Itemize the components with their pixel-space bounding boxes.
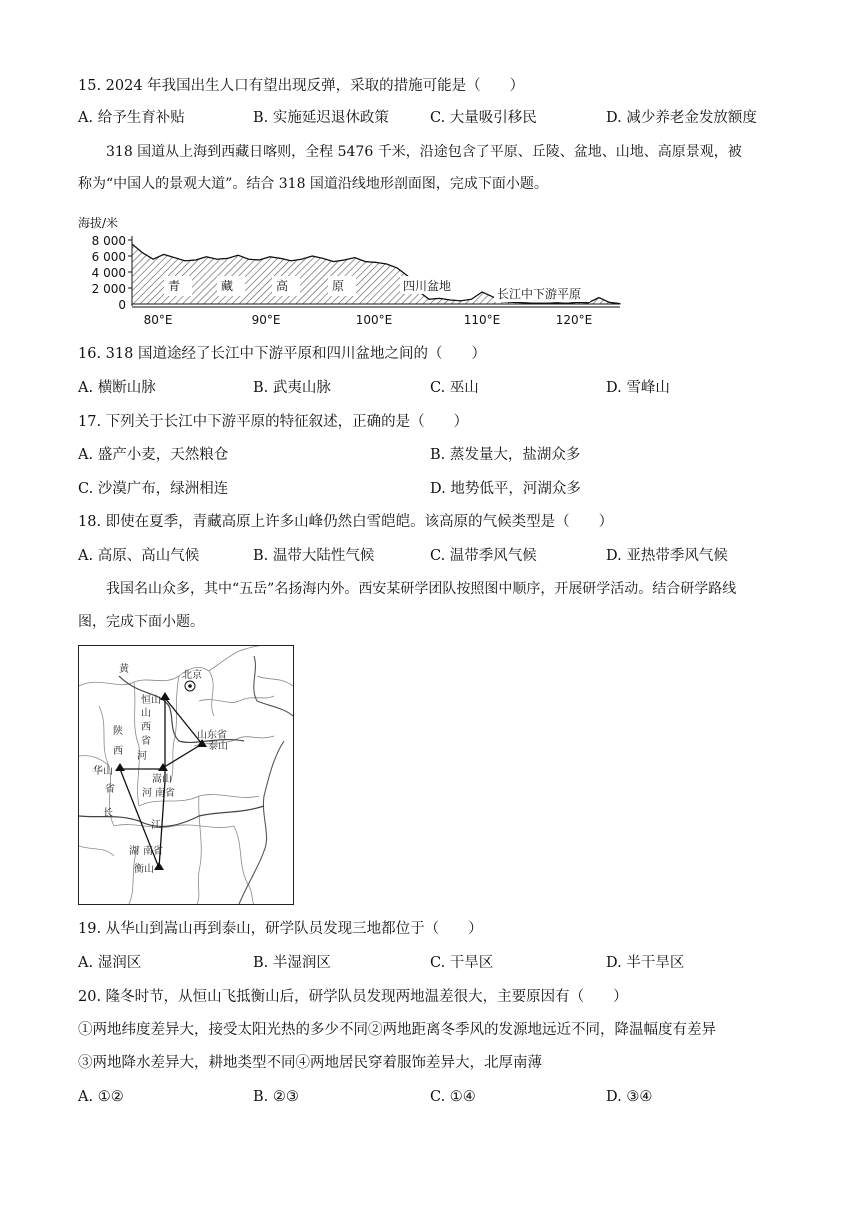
q19-option-b: B. 半湿润区 <box>253 955 331 971</box>
q16-option-c: C. 巫山 <box>430 380 479 396</box>
label-beijing: 北京 <box>182 670 202 681</box>
x-tick-80e: 80°E <box>143 313 173 327</box>
passage1-line2: 称为“中国人的景观大道”。结合 318 国道沿线地形剖面图，完成下面小题。 <box>78 176 548 192</box>
q20-option-b: B. ②③ <box>253 1089 299 1105</box>
label-hunan-2: 南省 <box>143 846 163 857</box>
q17-option-b: B. 蒸发量大，盐湖众多 <box>430 447 581 463</box>
border-line <box>209 671 214 716</box>
label-hunan-1: 湖 <box>129 846 139 857</box>
y-tick-labels <box>92 234 126 312</box>
q18-option-b: B. 温带大陆性气候 <box>253 548 375 564</box>
border-line <box>79 846 114 856</box>
region-label-zang: 藏 <box>221 279 234 293</box>
label-hengshan-south: 衡山 <box>134 864 154 875</box>
q17-option-c: C. 沙漠广布，绿洲相连 <box>78 481 229 497</box>
q17-option-d: D. 地势低平，河湖众多 <box>430 481 581 497</box>
coastline <box>239 656 293 904</box>
label-shaanxi-2: 西 <box>113 746 123 757</box>
border-line <box>199 696 274 702</box>
q20-stem: 20. 隆冬时节，从恒山飞抵衡山后，研学队员发现两地温差很大，主要原因有（ ） <box>78 989 628 1005</box>
rivers <box>79 676 264 826</box>
x-tick-100e: 100°E <box>355 313 393 327</box>
label-henan-2: 南省 <box>155 788 175 799</box>
x-tick-labels <box>144 313 593 327</box>
q15-stem: 15. 2024 年我国出生人口有望出现反弹，采取的措施可能是（ ） <box>78 78 525 94</box>
q15-option-a: A. 给予生育补贴 <box>78 110 185 126</box>
label-huashan: 华山 <box>93 766 113 777</box>
q15-option-d: D. 减少养老金发放额度 <box>606 110 757 126</box>
label-shaanxi-1: 陕 <box>113 726 123 737</box>
route-songshan-taishan <box>161 744 202 769</box>
label-huang: 黄 <box>119 664 129 675</box>
beijing-dot <box>188 684 192 688</box>
passage1-line1: 318 国道从上海到西藏日喀则，全程 5476 千米，沿途包含了平原、丘陵、盆地、山地、高原景观，被 <box>106 144 742 160</box>
label-hengshan-north: 恒山 <box>141 695 161 706</box>
label-taishan: 泰山 <box>208 741 228 752</box>
label-songshan: 嵩山 <box>152 774 172 785</box>
border-line <box>79 756 109 766</box>
label-he-river: 河 <box>137 751 147 762</box>
label-jiang: 江 <box>151 820 161 831</box>
q20-option-c: C. ①④ <box>430 1089 476 1105</box>
q16-option-b: B. 武夷山脉 <box>253 380 331 396</box>
q18-option-c: C. 温带季风气候 <box>430 548 537 564</box>
terrain-profile-chart <box>76 212 636 330</box>
q20-option-a: A. ①② <box>78 1089 124 1105</box>
label-shaanxi-3: 省 <box>105 784 115 795</box>
y-tick-2000: 2 000 <box>91 282 126 296</box>
border-line <box>257 676 293 686</box>
q17-option-a: A. 盛产小麦，天然粮仓 <box>78 447 229 463</box>
region-label-yuan: 原 <box>332 279 345 293</box>
q20-statements-line2: ③两地降水差异大，耕地类型不同④两地居民穿着服饰差异大，北厚南薄 <box>78 1055 542 1071</box>
q18-stem: 18. 即使在夏季，青藏高原上许多山峰仍然白雪皑皑。该高原的气候类型是（ ） <box>78 514 614 530</box>
q18-option-d: D. 亚热带季风气候 <box>606 548 728 564</box>
q19-option-d: D. 半干旱区 <box>606 955 685 971</box>
y-tick-4000: 4 000 <box>91 266 126 280</box>
x-tick-90e: 90°E <box>251 313 281 327</box>
q17-stem: 17. 下列关于长江中下游平原的特征叙述，正确的是（ ） <box>78 414 469 430</box>
border-line <box>171 676 179 781</box>
q15-option-b: B. 实施延迟退休政策 <box>253 110 389 126</box>
q16-stem: 16. 318 国道途经了长江中下游平原和四川盆地之间的（ ） <box>78 346 486 362</box>
border-line <box>197 796 201 904</box>
songshan-marker <box>158 763 168 771</box>
x-tick-120e: 120°E <box>555 313 593 327</box>
y-tick-6000: 6 000 <box>91 250 126 264</box>
y-axis-label: 海拔/米 <box>78 216 119 230</box>
q16-option-d: D. 雪峰山 <box>606 380 670 396</box>
y-tick-0: 0 <box>118 298 126 312</box>
q19-stem: 19. 从华山到嵩山再到泰山，研学队员发现三地都位于（ ） <box>78 921 483 937</box>
region-label-gao: 高 <box>276 279 289 293</box>
label-shanxi-3: 省 <box>141 736 151 747</box>
q19-option-a: A. 湿润区 <box>78 955 142 971</box>
q18-option-a: A. 高原、高山气候 <box>78 548 200 564</box>
huashan-marker <box>115 763 125 771</box>
passage2-line1: 我国名山众多，其中“五岳”名扬海内外。西安某研学团队按照图中顺序，开展研学活动。结合研学路线 <box>106 581 737 597</box>
region-label-sichuan-basin: 四川盆地 <box>403 279 452 293</box>
region-label-qing: 青 <box>168 279 181 293</box>
x-tick-110e: 110°E <box>463 313 501 327</box>
q20-statements-line1: ①两地纬度差异大，接受太阳光热的多少不同②两地距离冬季风的发源地远近不同，降温幅度有差异 <box>78 1022 716 1038</box>
border-line <box>134 682 139 806</box>
q16-option-a: A. 横断山脉 <box>78 380 156 396</box>
label-henan-1: 河 <box>142 788 152 799</box>
study-route-map <box>78 645 294 905</box>
label-shandong: 山东省 <box>197 730 227 741</box>
passage2-line2: 图，完成下面小题。 <box>78 614 204 630</box>
q20-option-d: D. ③④ <box>606 1089 653 1105</box>
border-line <box>79 646 259 686</box>
label-shanxi-2: 西 <box>141 722 151 733</box>
q15-option-c: C. 大量吸引移民 <box>430 110 537 126</box>
hengshan-north-marker <box>160 692 170 700</box>
y-tick-8000: 8 000 <box>91 234 126 248</box>
hengshan-south-marker <box>154 862 164 870</box>
label-shanxi-1: 山 <box>141 708 151 719</box>
region-label-yangtze-plain: 长江中下游平原 <box>497 287 582 301</box>
beijing-marker <box>185 681 195 691</box>
q19-option-c: C. 干旱区 <box>430 955 494 971</box>
label-chang: 长 <box>103 808 113 819</box>
coastline-north <box>254 656 293 716</box>
